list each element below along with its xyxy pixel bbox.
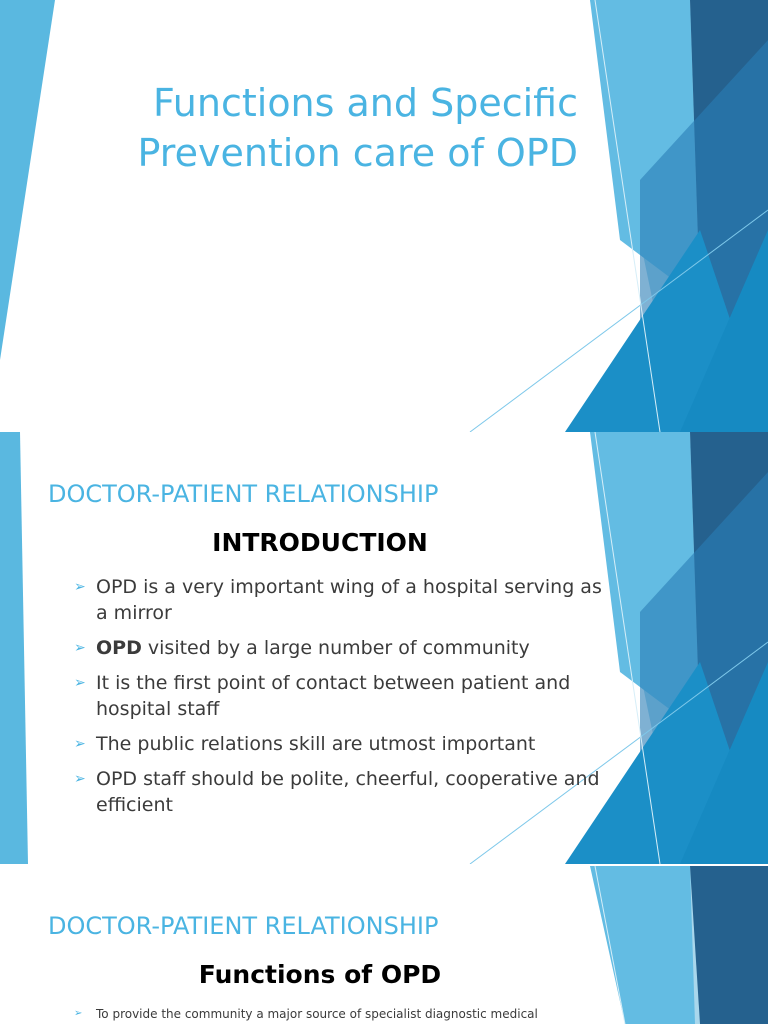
bullet-list (74, 574, 614, 827)
slide-decoration (0, 0, 768, 432)
slide-title-line-2: Prevention care of OPD (137, 131, 578, 175)
slide-decoration (0, 866, 768, 1024)
slide-3 (0, 866, 768, 1024)
slide-1 (0, 0, 768, 432)
list-item: ➢ OPD staff should be polite, cheerful, cooperative and efficient (74, 768, 600, 816)
list-item: ➢ The public relations skill are utmost important (74, 733, 536, 755)
arrow-bullet-icon: ➢ (74, 771, 86, 787)
slide-title (58, 78, 578, 178)
arrow-bullet-icon: ➢ (74, 736, 86, 752)
slide-subheading: INTRODUCTION (212, 528, 428, 557)
arrow-bullet-icon: ➢ (74, 675, 86, 691)
bullet-list (74, 1006, 614, 1024)
slide-heading: DOCTOR-PATIENT RELATIONSHIP (48, 480, 439, 508)
slide-heading: DOCTOR-PATIENT RELATIONSHIP (48, 912, 439, 940)
arrow-bullet-icon: ➢ (74, 1008, 83, 1019)
list-item: ➢ To provide the community a major source of specialist diagnostic medical (74, 1007, 538, 1021)
list-item: ➢ It is the first point of contact between patient and hospital staff (74, 672, 571, 720)
slide-subheading: Functions of OPD (198, 960, 442, 989)
slide-2 (0, 432, 768, 864)
slide-title-line-1: Functions and Specific (153, 81, 578, 125)
list-item: ➢ OPD is a very important wing of a hospital serving as a mirror (74, 576, 602, 624)
arrow-bullet-icon: ➢ (74, 640, 86, 656)
list-item: ➢ OPD visited by a large number of community (74, 637, 530, 659)
arrow-bullet-icon: ➢ (74, 579, 86, 595)
